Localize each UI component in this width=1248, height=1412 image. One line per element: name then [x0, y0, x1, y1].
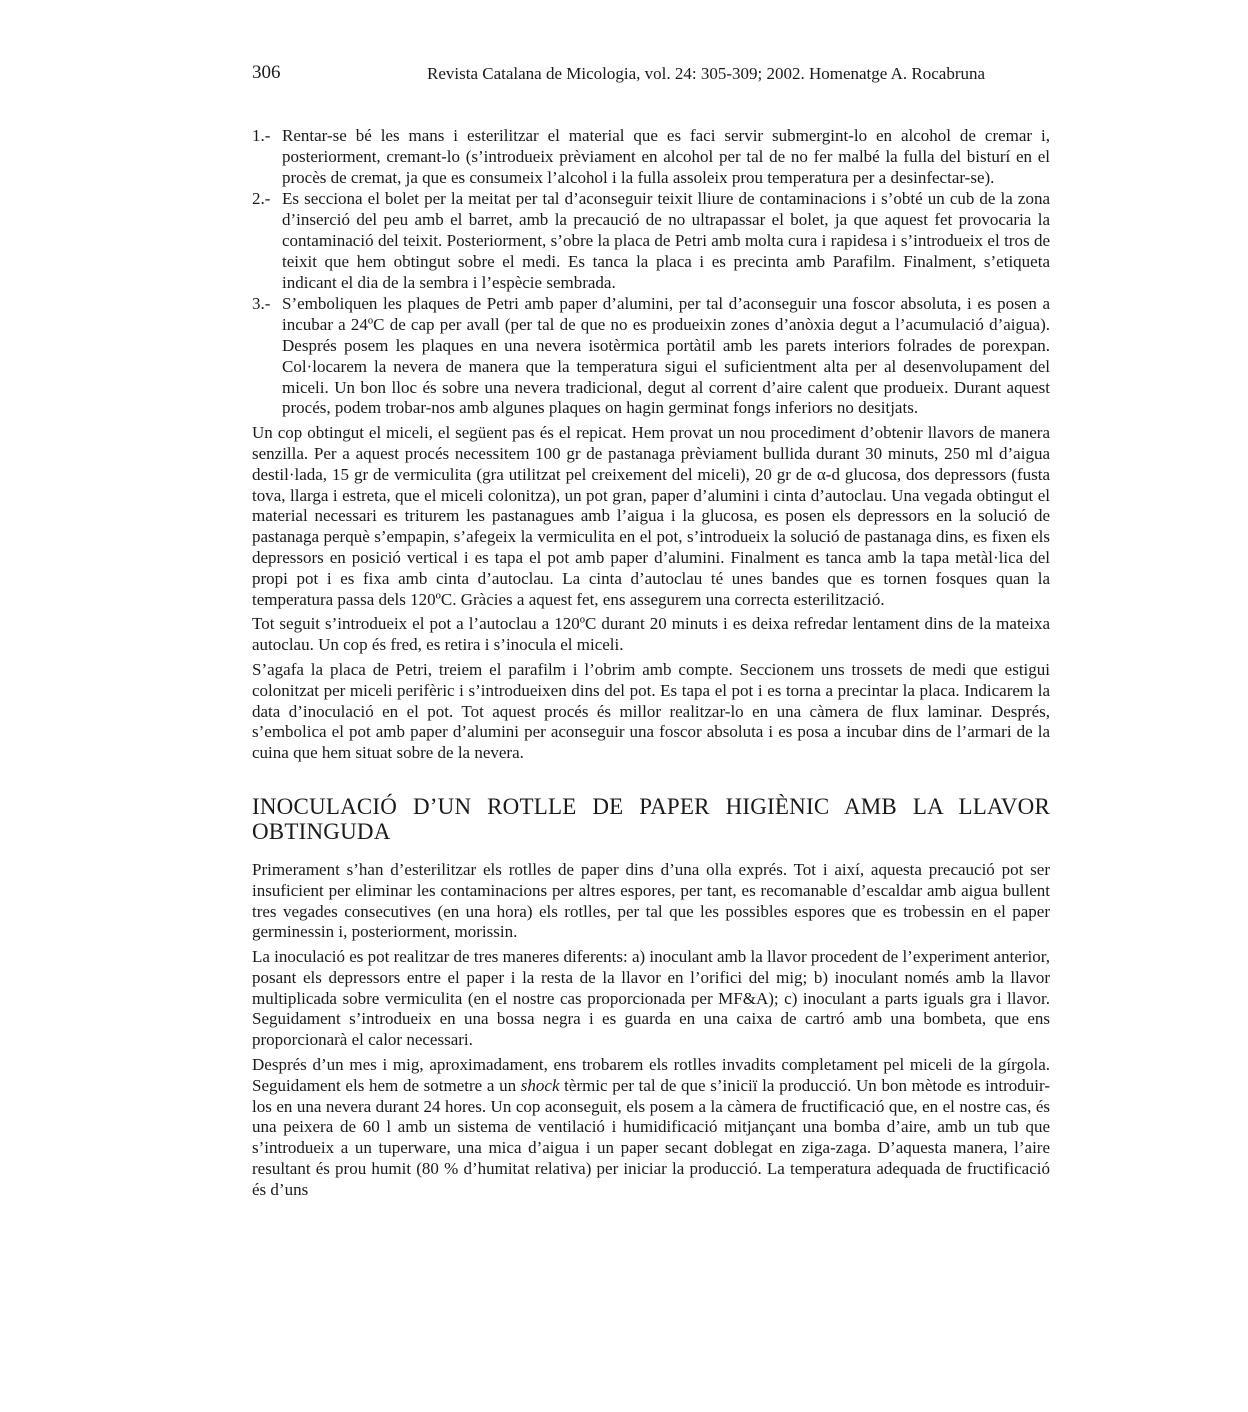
list-item: [252, 294, 1050, 419]
list-item-number: 3.-: [252, 294, 271, 314]
list-item: [252, 126, 1050, 188]
list-item-number: 2.-: [252, 189, 271, 209]
list-item-text: Rentar-se bé les mans i esterilitzar el material que es faci servir submergint-lo en alcohol de cremar i, posteriorment, cremant-lo (s’introdueix prèviament en alcohol per tal de no fer malbé la fulla del bisturí en el procès de cremat, ja que es consumeix l’alcohol i la fulla assoleix prou temperatura per a desinfectar-se).: [282, 126, 1050, 187]
running-title: Revista Catalana de Micologia, vol. 24: 305-309; 2002. Homenatge A. Rocabruna: [427, 64, 986, 83]
paragraph-text: tèrmic per tal de que s’iniciï la producció. Un bon mètode es introduir-los en una nevera durant 24 hores. Un cop aconseguit, els posem a la càmera de fructificació que, en el nostre cas, és una peixera de 60 l amb un sistema de ventilació i humidificació mitjançant una bomba d’aire, amb un tub que s’introdueix a un tuperware, una mica d’aigua i un paper secant doblegat en ziga-zaga. D’aquesta manera, l’aire resultant és prou humit (80 % d’humitat relativa) per iniciar la producció. La temperatura adequada de fructificació és d’uns: [252, 1075, 1050, 1199]
section-heading: INOCULACIÓ D’UN ROTLLE DE PAPER HIGIÈNIC AMB LA LLAVOR OBTINGUDA: [252, 793, 1050, 844]
body-paragraph: S’agafa la placa de Petri, treiem el parafilm i l’obrim amb compte. Seccionem uns trossets de medi que estigui colonitzat per miceli perifèric i s’introdueixen dins del pot. Es tapa el pot i es torna a precintar la placa. Indicarem la data d’inoculació en el pot. Tot aquest procés és millor realitzar-lo en una càmera de flux laminar. Després, s’embolica el pot amb paper d’alumini per aconseguir una foscor absoluta i es posa a incubar dins de l’armari de la cuina que hem situat sobre de la nevera.: [252, 659, 1050, 763]
list-item-text: Es secciona el bolet per la meitat per tal d’aconseguir teixit lliure de contaminacions i s’obté un cub de la zona d’inserció del peu amb el barret, amb la precaució de no ultrapassar el bolet, ja que aquest fet provocaria la contaminació del teixit. Posteriorment, s’obre la placa de Petri amb molta cura i rapidesa i s’introdueix el tros de teixit que hem obtingut sobre el medi. Es tanca la placa i es precinta amb Parafilm. Finalment, s’etiqueta indicant el dia de la sembra i l’espècie sembrada.: [282, 189, 1050, 292]
body-paragraph: Un cop obtingut el miceli, el següent pas és el repicat. Hem provat un nou procediment d’obtenir llavors de manera senzilla. Per a aquest procés necessitem 100 gr de pastanaga prèviament bullida durant 30 minuts, 250 ml d’aigua destil·lada, 15 gr de vermiculita (gra utilitzat pel creixement del miceli), 20 gr de α-d glucosa, dos depressors (fusta tova, llarga i estreta, que el miceli colonitza), un pot gran, paper d’alumini i cinta d’autoclau. Una vegada obtingut el material necessari es triturem les pastanagues amb l’aigua i la glucosa, es posen els depressors en la solució de pastanaga perquè s’empapin, s’afegeix la vermiculita en el pot, s’introdueix la solució de pastanaga dins, es fixen els depressors en posició vertical i es tapa el pot amb paper d’alumini. Finalment es tanca amb la tapa metàl·lica del propi pot i es fixa amb cinta d’autoclau. La cinta d’autoclau té unes bandes que es tornen fosques quan la temperatura passa dels 120ºC. Gràcies a aquest fet, ens assegurem una correcta esterilització.: [252, 423, 1050, 609]
list-item-text: S’emboliquen les plaques de Petri amb paper d’alumini, per tal d’aconseguir una foscor absoluta, i es posen a incubar a 24ºC de cap per avall (per tal de que no es produeixin zones d’anòxia degut a l’acumulació d’aigua). Després posem les plaques en una nevera isotèrmica portàtil amb les parets interiors folrades de porexpan. Col·locarem la nevera de manera que la temperatura sigui el suficientment alta per al desenvolupament del miceli. Un bon lloc és sobre una nevera tradicional, degut al corrent d’aire calent que produeix. Durant aquest procés, podem trobar-nos amb algunes plaques on hagin germinat fongs inferiors no desitjats.: [282, 294, 1050, 418]
italic-term: shock: [520, 1075, 560, 1095]
body-paragraph: La inoculació es pot realitzar de tres maneres diferents: a) inoculant amb la llavor procedent de l’experiment anterior, posant els depressors entre el paper i la resta de la llavor en l’orifici del mig; b) inoculant només amb la llavor multiplicada sobre vermiculita (en el nostre cas proporcionada per MF&A); c) inoculant a parts iguals gra i llavor. Seguidament s’introdueix en una bossa negra i es guarda en una caixa de cartró amb una bombeta, que ens proporcionarà el calor necessari.: [252, 947, 1050, 1050]
body-paragraph: Tot seguit s’introdueix el pot a l’autoclau a 120ºC durant 20 minuts i es deixa refredar lentament dins de la mateixa autoclau. Un cop és fred, es retira i s’inocula el miceli.: [252, 614, 1050, 655]
page-number: 306: [252, 62, 281, 83]
article-body: [252, 126, 1050, 1205]
list-item: [252, 189, 1050, 293]
body-paragraph: Primerament s’han d’esterilitzar els rotlles de paper dins d’una olla exprés. Tot i així, aquesta precaució pot ser insuficient per eliminar les contaminacions per altres espores, per tant, es recomanable d’escaldar amb aigua bullent tres vegades consecutives (en una hora) els rotlles, per tal que les possibles espores que es trobessin en el paper germinessin i, posteriorment, morissin.: [252, 859, 1050, 942]
list-item-number: 1.-: [252, 126, 271, 145]
paragraph-text: Després d’un mes i mig, aproximadament, ens trobarem els rotlles invadits completament pel miceli de la gírgola. Seguidament els hem de sotmetre a un: [252, 1055, 1050, 1095]
body-paragraph-last: [252, 1055, 1050, 1201]
